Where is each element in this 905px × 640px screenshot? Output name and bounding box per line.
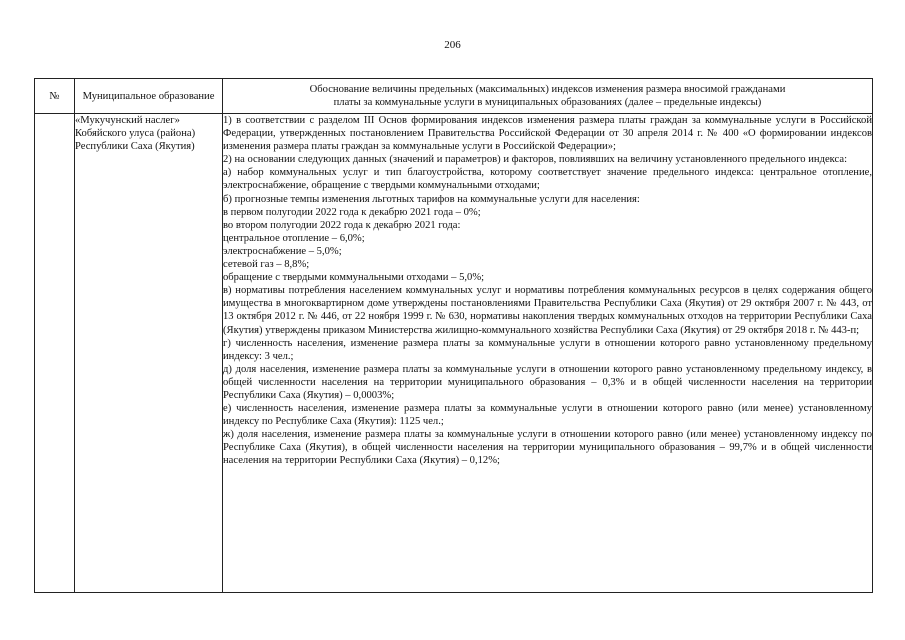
paragraph: е) численность населения, изменение размера платы за коммунальные услуги в отношении которого равно (или менее) установленному индексу по Республике Саха (Якутия): 1125 чел.;: [223, 403, 872, 428]
page-number: 206: [444, 39, 461, 51]
header-justification-line2: платы за коммунальные услуги в муниципальных образованиях (далее – предельные индексы): [333, 97, 762, 108]
paragraph: обращение с твердыми коммунальными отходами – 5,0%;: [223, 272, 485, 284]
paragraph: сетевой газ – 8,8%;: [223, 259, 310, 271]
paragraph: г) численность населения, изменение размера платы за коммунальные услуги в отношении которого равно установленному предельному индексу: 3 чел.;: [223, 337, 872, 362]
table-header-row: [35, 79, 873, 114]
paragraph: а) набор коммунальных услуг и тип благоустройства, которому соответствует значение предельного индекса: центральное отопление, электроснабжение, обращение с твердыми коммунальными отходами;: [223, 167, 872, 192]
row-number-cell: [35, 114, 75, 593]
paragraph: в первом полугодии 2022 года к декабрю 2021 года – 0%;: [223, 206, 481, 218]
header-municipality: Муниципальное образование: [75, 79, 223, 114]
paragraph: д) доля населения, изменение размера платы за коммунальные услуги в отношении которого равно установленному предельному индексу, в общей численности населения на территории муниципального образования – 0,3% и в общей численности населения на территории Республики Саха (Якутия) – 0,0003%;: [223, 363, 872, 401]
justification-cell: [223, 114, 873, 593]
paragraph: б) прогнозные темпы изменения льготных тарифов на коммунальные услуги для населения:: [223, 193, 640, 205]
indices-table: [34, 78, 873, 593]
header-justification-line1: Обоснование величины предельных (максимальных) индексов изменения размера вносимой гражданами: [309, 84, 786, 95]
table-row: [35, 114, 873, 593]
paragraph: центральное отопление – 6,0%;: [223, 232, 365, 244]
municipality-cell: «Мукучунский наслег» Кобяйского улуса (района) Республики Саха (Якутия): [75, 114, 223, 593]
header-justification: [223, 79, 873, 114]
header-number: №: [35, 79, 75, 114]
paragraph: в) нормативы потребления населением коммунальных услуг и нормативы потребления коммунальных ресурсов в целях содержания общего имущества в многоквартирном доме утверждены постановлениями Правительства Республики Саха (Якутия) от 29 октября 2007 г. № 443, от 13 октября 2012 г. № 446, от 22 ноября 1999 г. № 630, нормативы накопления твердых коммунальных отходов на территории Республики Саха (Якутия) утверждены приказом Министерства жилищно-коммунального хозяйства Республики Саха (Якутия) от 29 октября 2018 г. № 443-п;: [223, 285, 872, 336]
paragraph: электроснабжение – 5,0%;: [223, 245, 342, 257]
paragraph: 1) в соответствии с разделом III Основ формирования индексов изменения размера платы граждан за коммунальные услуги в Российской Федерации, утвержденных постановлением Правительства Российской Федерации от 30 апреля 2014 г. № 400 «О формировании индексов изменения размера платы граждан за коммунальные услуги в Российской Федерации»;: [223, 115, 872, 153]
paragraph: ж) доля населения, изменение размера платы за коммунальные услуги в отношении которого равно (или менее) установленному индексу по Республике Саха (Якутия), в общей численности населения на территории муниципального образования – 99,7% и в общей численности населения на территории Республики Саха (Якутия) – 0,12%;: [223, 429, 872, 467]
paragraph: во втором полугодии 2022 года к декабрю 2021 года:: [223, 219, 461, 231]
paragraph: 2) на основании следующих данных (значений и параметров) и факторов, повлиявших на величину установленного предельного индекса:: [223, 154, 848, 166]
